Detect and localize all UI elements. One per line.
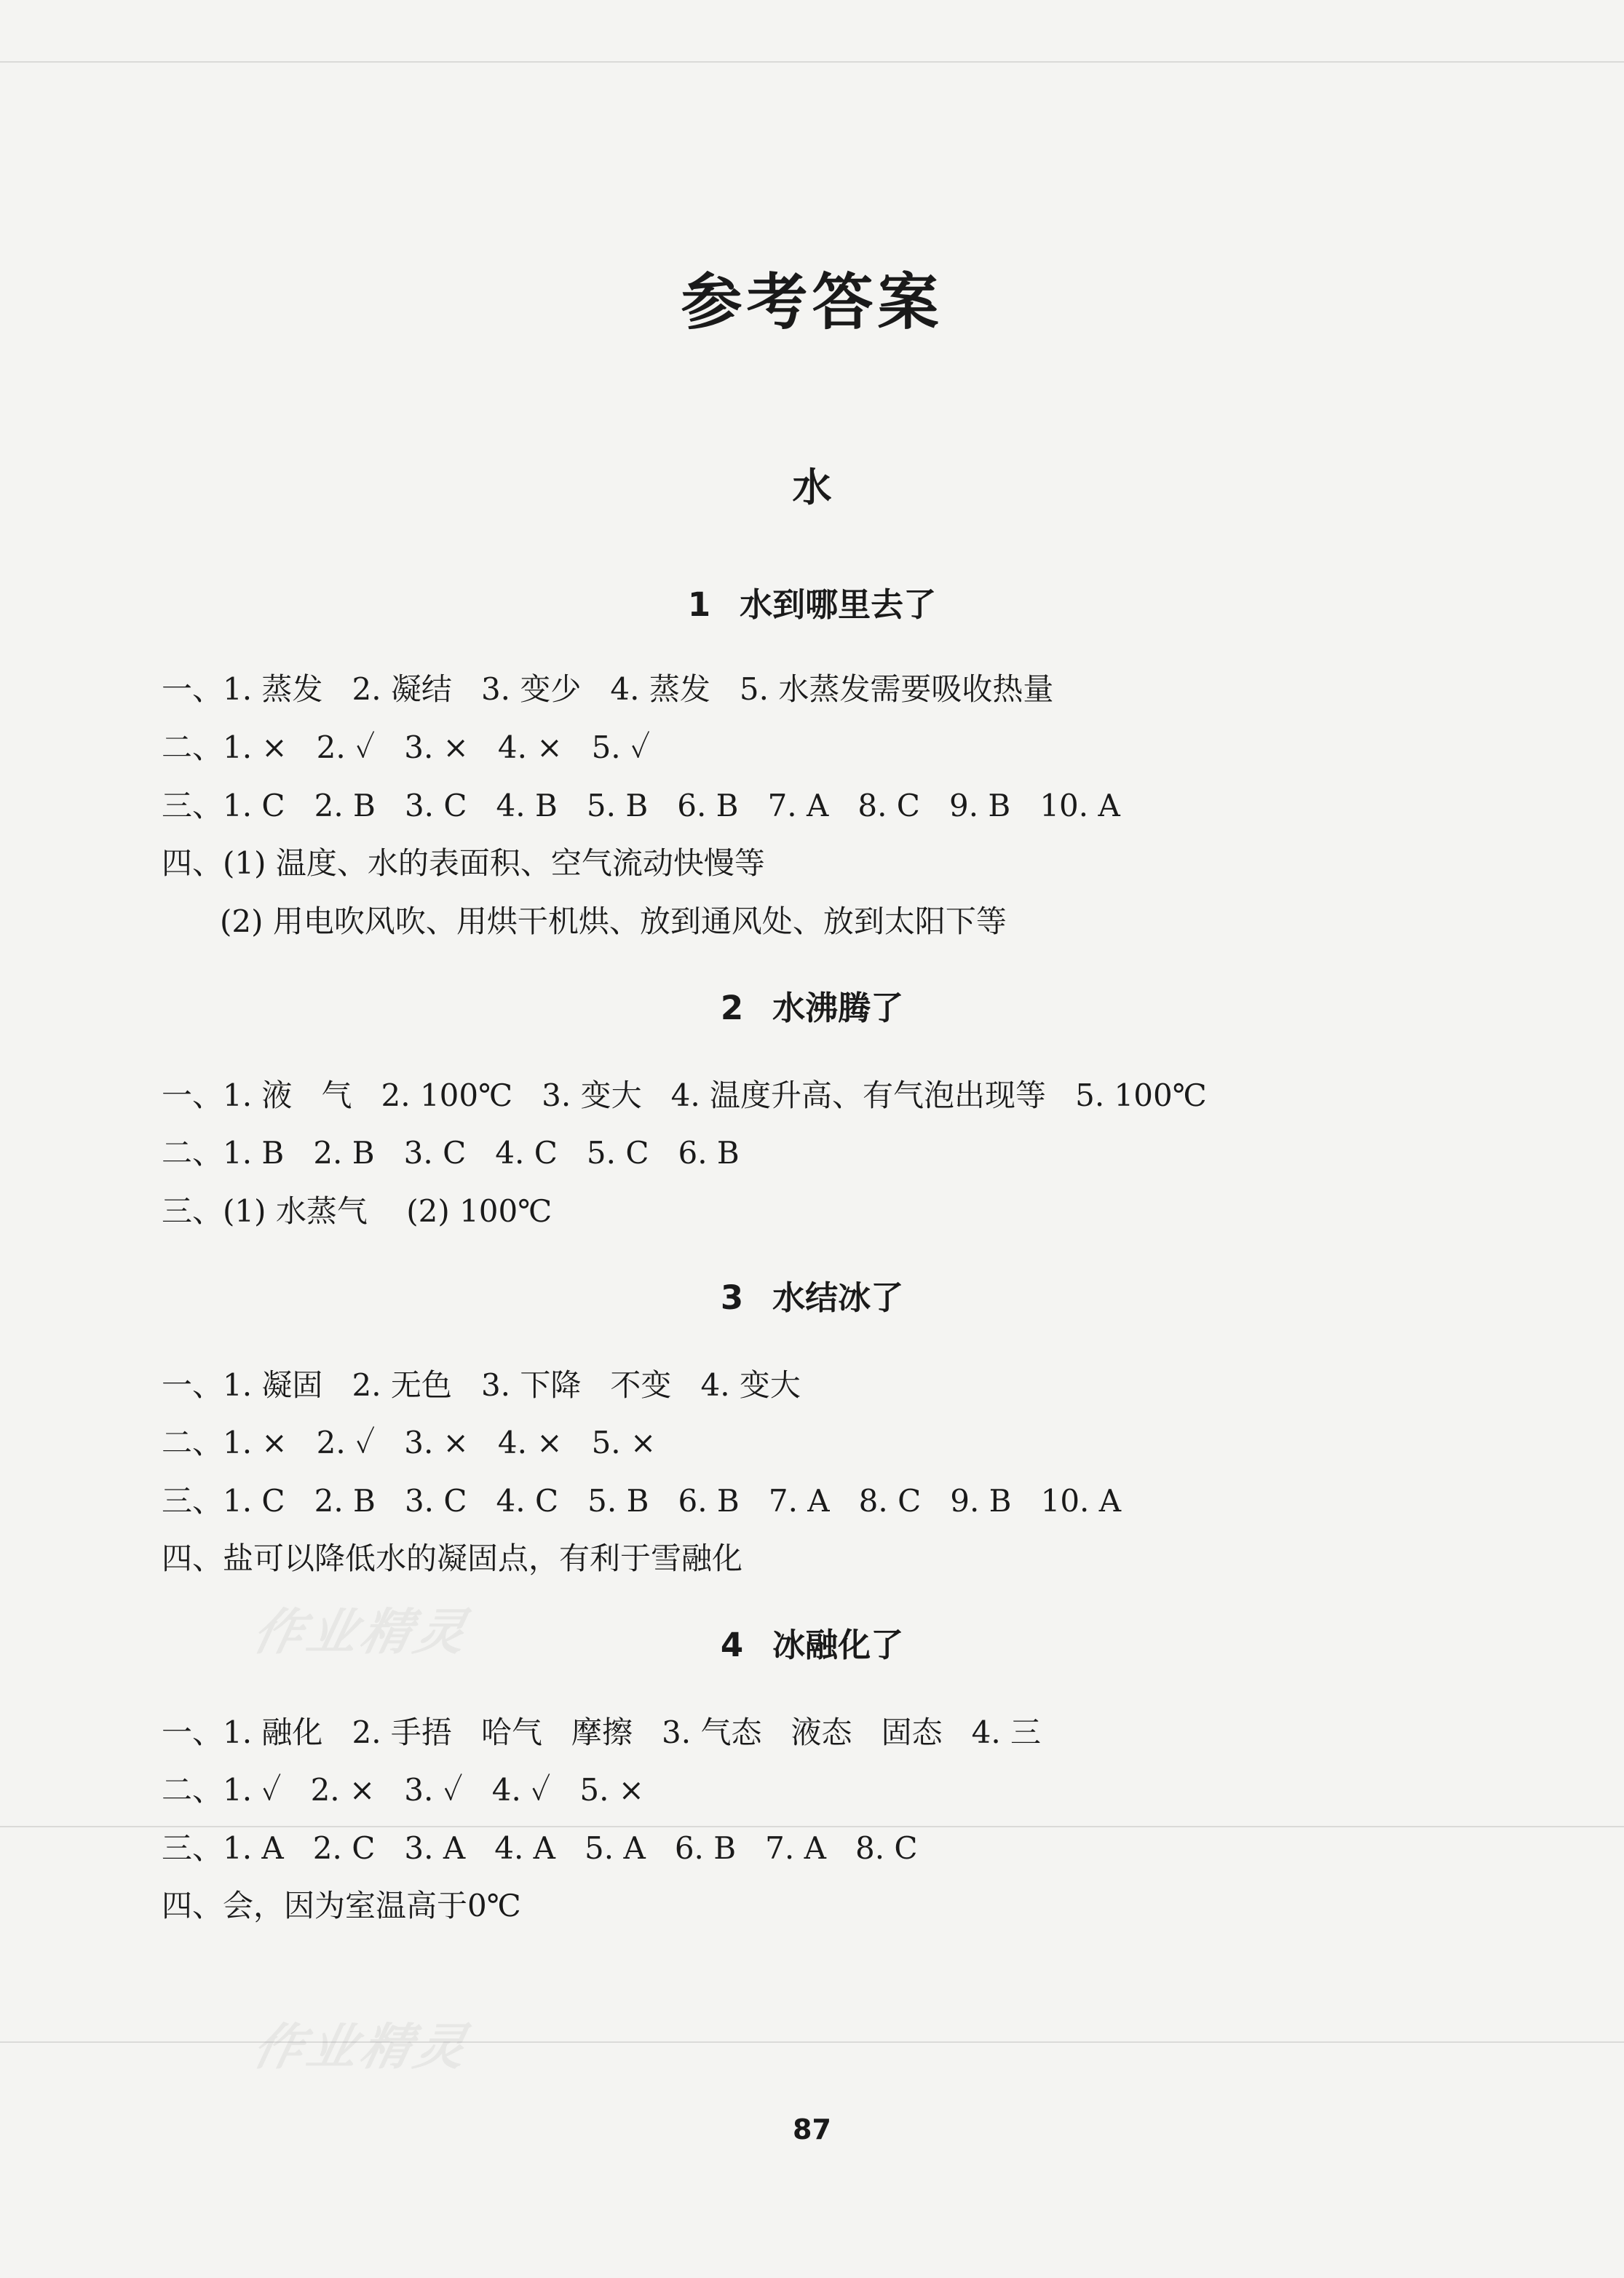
lesson-3-answer-4: 四、盐可以降低水的凝固点，有利于雪融化 (162, 1541, 743, 1576)
lesson-3-title (0, 1273, 1624, 1324)
lesson-1-name: 水到哪里去了 (740, 585, 937, 624)
scan-line-bottom (0, 2041, 1624, 2043)
page-number: 87 (793, 2113, 831, 2145)
page-title: 参考答案 (681, 266, 943, 338)
lesson-2-answer-3: 三、(1) 水蒸气 (2) 100℃ (162, 1193, 552, 1229)
lesson-1-answer-3: 三、1. C 2. B 3. C 4. B 5. B 6. B 7. A 8. C 9. B 10. A (162, 788, 1120, 823)
lesson-3-answer-3: 三、1. C 2. B 3. C 4. C 5. B 6. B 7. A 8. C 9. B 10. A (162, 1483, 1122, 1519)
lesson-2-answer-2: 二、1. B 2. B 3. C 4. C 5. C 6. B (162, 1135, 740, 1171)
lesson-4-answer-4: 四、会，因为室温高于0℃ (162, 1888, 521, 1923)
lesson-1-answer-4: 四、(1) 温度、水的表面积、空气流动快慢等 (162, 845, 765, 881)
lesson-4-answer-3: 三、1. A 2. C 3. A 4. A 5. A 6. B 7. A 8. C (162, 1830, 918, 1866)
unit-title: 水 (792, 464, 832, 510)
lesson-2-title (0, 983, 1624, 1034)
lesson-2-number: 2 (720, 989, 744, 1027)
lesson-1-answer-1: 一、1. 蒸发 2. 凝结 3. 变少 4. 蒸发 5. 水蒸发需要吸收热量 (162, 671, 1054, 707)
lesson-3-name: 水结冰了 (772, 1278, 904, 1317)
lesson-3-answer-1: 一、1. 凝固 2. 无色 3. 下降 不变 4. 变大 (162, 1367, 801, 1403)
lesson-4-number: 4 (720, 1626, 744, 1664)
lesson-4-answer-1: 一、1. 融化 2. 手捂 哈气 摩擦 3. 气态 液态 固态 4. 三 (162, 1715, 1042, 1750)
watermark: 作业精灵 (247, 2019, 476, 2076)
lesson-4-answer-2: 二、1. ✓ 2. × 3. ✓ 4. ✓ 5. × (162, 1772, 644, 1808)
lesson-2-answer-1: 一、1. 液 气 2. 100℃ 3. 变大 4. 温度升高、有气泡出现等 5. 100℃ (162, 1077, 1207, 1113)
watermark: 作业精灵 (247, 1604, 476, 1661)
lesson-3-answer-2: 二、1. × 2. ✓ 3. × 4. × 5. × (162, 1425, 657, 1460)
lesson-2-name: 水沸腾了 (772, 989, 904, 1027)
lesson-4-title (0, 1620, 1624, 1671)
scan-line-top (0, 61, 1624, 63)
lesson-1-title (0, 580, 1624, 630)
lesson-3-number: 3 (720, 1278, 744, 1317)
lesson-1-number: 1 (687, 585, 711, 624)
lesson-4-name: 冰融化了 (772, 1626, 904, 1664)
lesson-1-answer-2: 二、1. × 2. ✓ 3. × 4. × 5. ✓ (162, 729, 651, 765)
lesson-1-answer-5: (2) 用电吹风吹、用烘干机烘、放到通风处、放到太阳下等 (220, 903, 1007, 939)
